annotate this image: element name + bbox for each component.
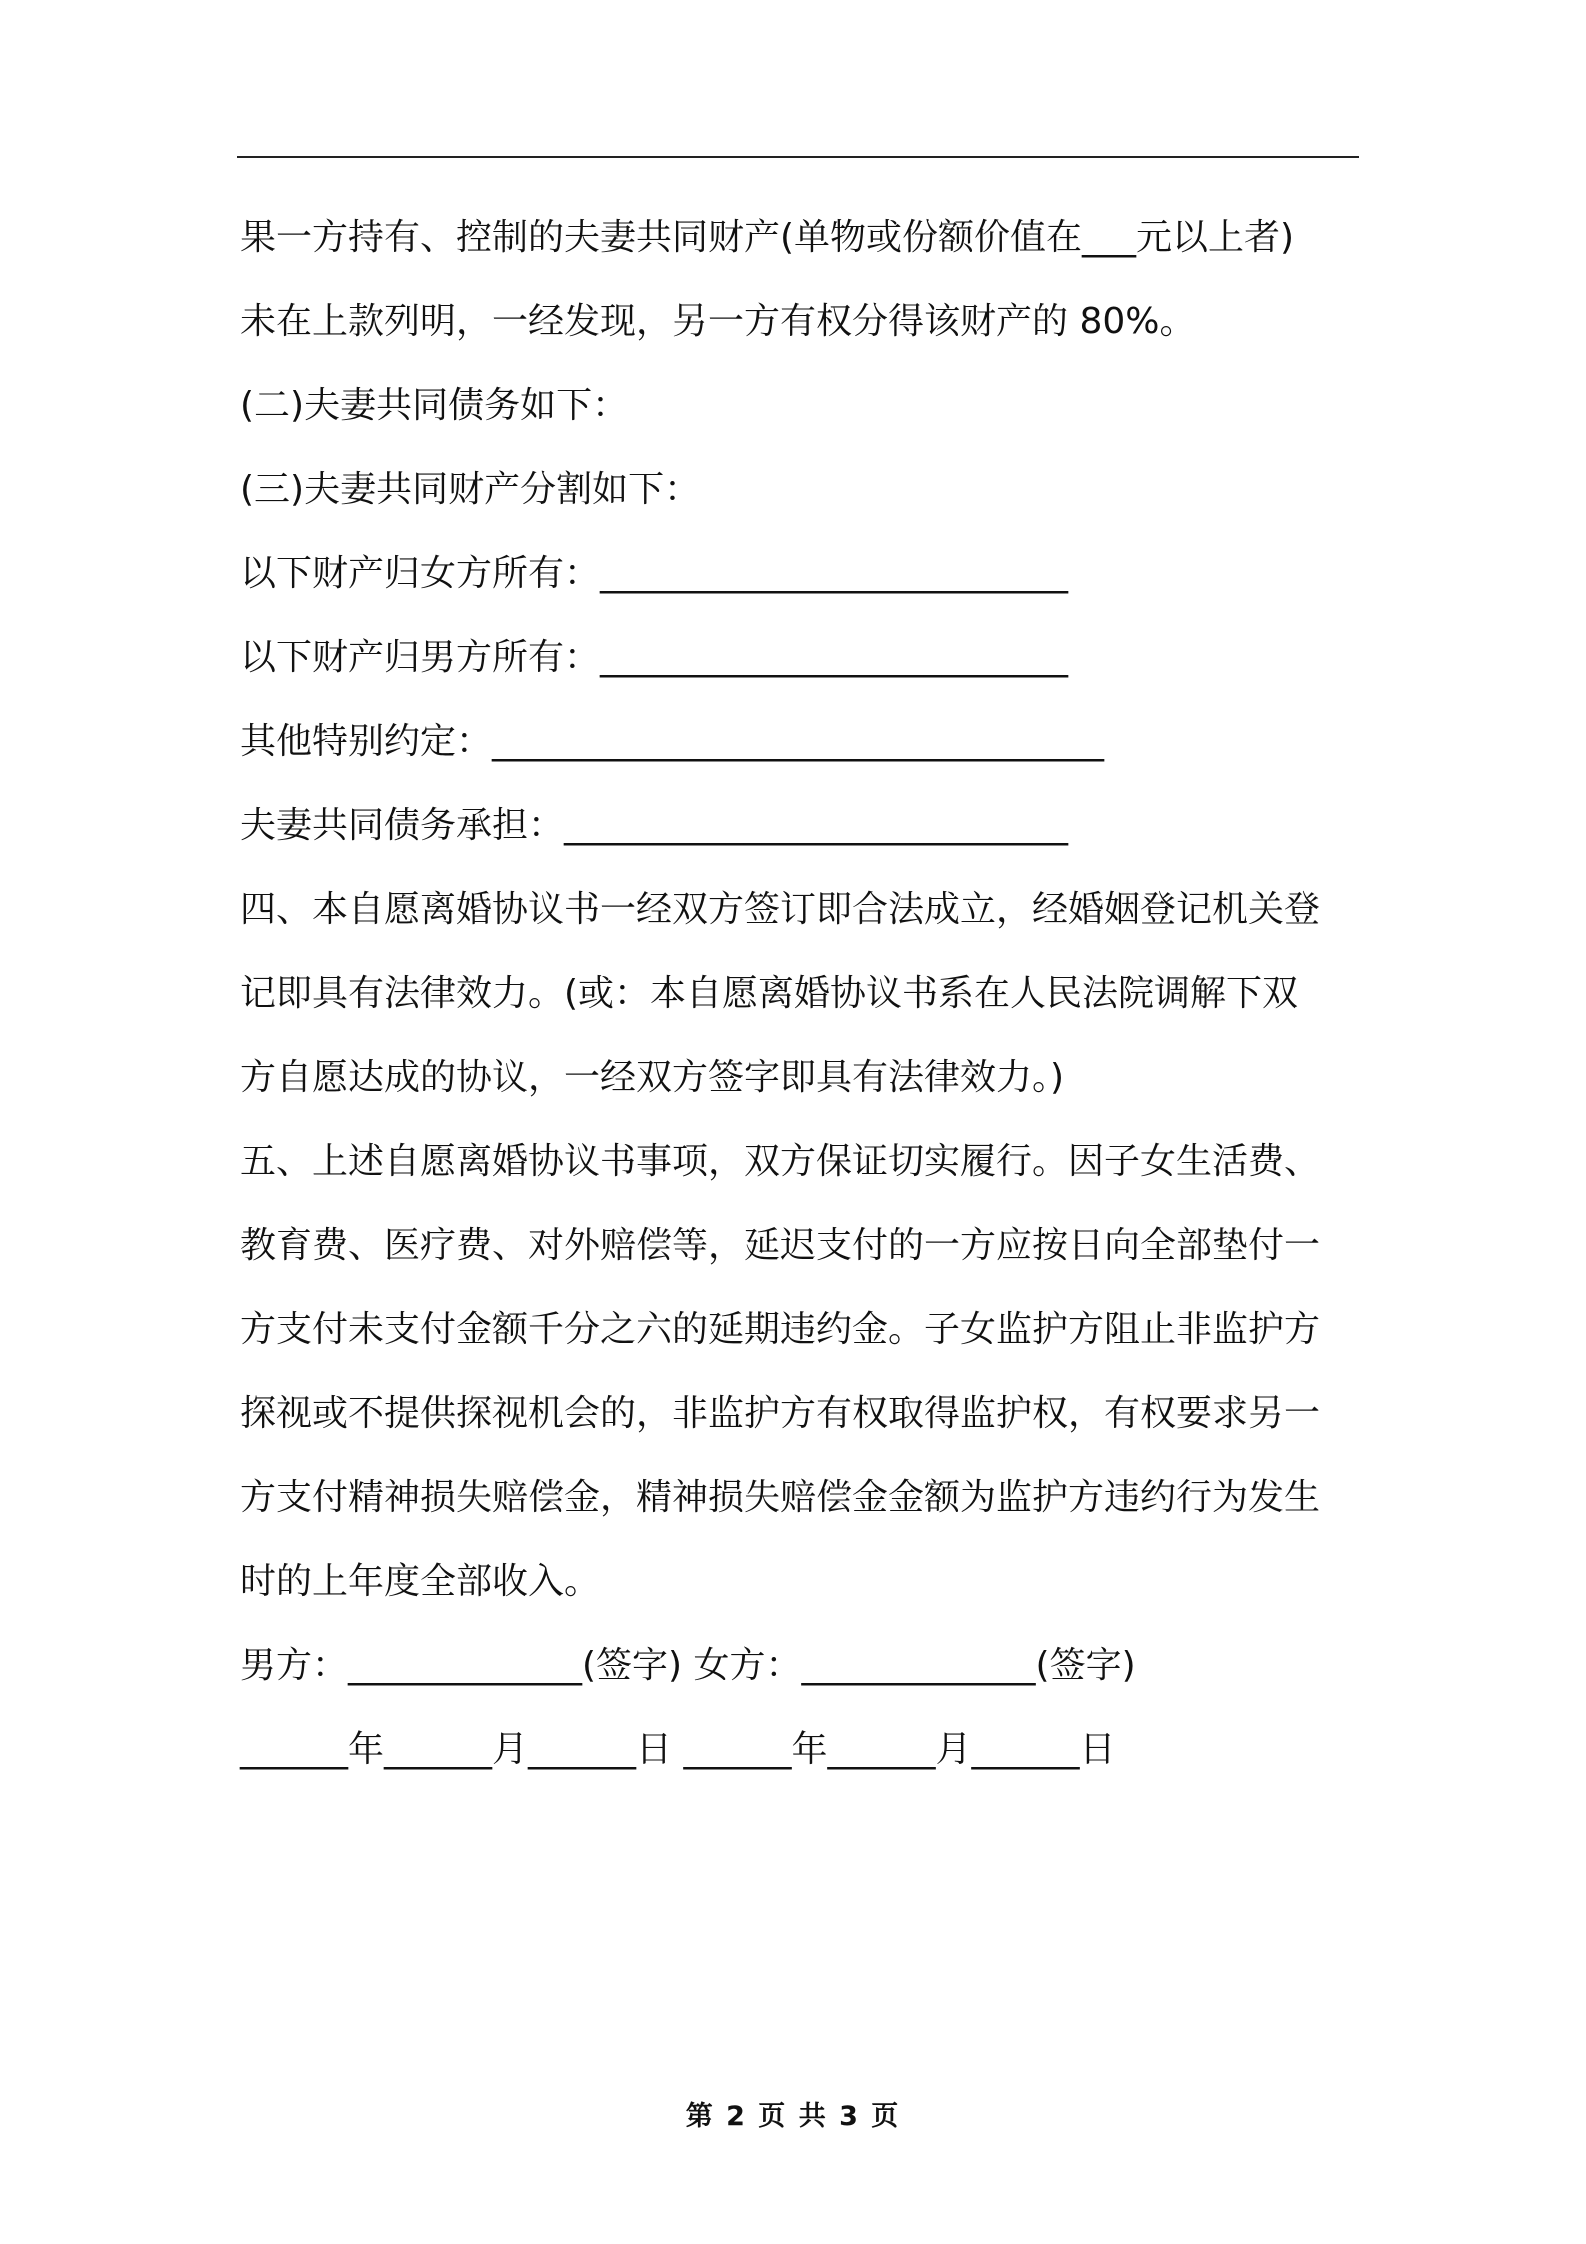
text-line: 果一方持有、控制的夫妻共同财产(单物或份额价值在___元以上者) — [240, 217, 1295, 258]
section-heading: (二)夫妻共同债务如下： — [240, 385, 629, 426]
fill-in-line-female-property: 以下财产归女方所有：__________________________ — [240, 553, 1069, 594]
text-line: 未在上款列明，一经发现，另一方有权分得该财产的 80%。 — [240, 301, 1196, 342]
text-line: 记即具有法律效力。(或：本自愿离婚协议书系在人民法院调解下双 — [240, 973, 1299, 1014]
section-heading: (三)夫妻共同财产分割如下： — [240, 469, 701, 510]
text-line: 五、上述自愿离婚协议书事项，双方保证切实履行。因子女生活费、 — [240, 1141, 1321, 1182]
text-line: 方支付未支付金额千分之六的延期违约金。子女监护方阻止非监护方 — [240, 1309, 1321, 1350]
text-line: 方自愿达成的协议，一经双方签字即具有法律效力。) — [240, 1057, 1065, 1098]
page-number: 第 2 页 共 3 页 — [685, 2101, 901, 2132]
date-line: ______年______月______日 ______年______月______日 — [240, 1729, 1116, 1770]
document-body — [240, 196, 1390, 1792]
text-line: 四、本自愿离婚协议书一经双方签订即合法成立，经婚姻登记机关登 — [240, 889, 1321, 930]
text-line: 探视或不提供探视机会的，非监护方有权取得监护权，有权要求另一 — [240, 1393, 1321, 1434]
signature-line: 男方：_____________(签字) 女方：_____________(签字) — [240, 1645, 1136, 1686]
fill-in-line-male-property: 以下财产归男方所有：__________________________ — [240, 637, 1069, 678]
header-rule — [237, 156, 1359, 158]
text-line: 方支付精神损失赔偿金，精神损失赔偿金金额为监护方违约行为发生 — [240, 1477, 1321, 1518]
fill-in-line-debt: 夫妻共同债务承担：____________________________ — [240, 805, 1069, 846]
text-line: 教育费、医疗费、对外赔偿等，延迟支付的一方应按日向全部垫付一 — [240, 1225, 1321, 1266]
text-line: 时的上年度全部收入。 — [240, 1561, 601, 1602]
fill-in-line-special-terms: 其他特别约定：__________________________________ — [240, 721, 1105, 762]
